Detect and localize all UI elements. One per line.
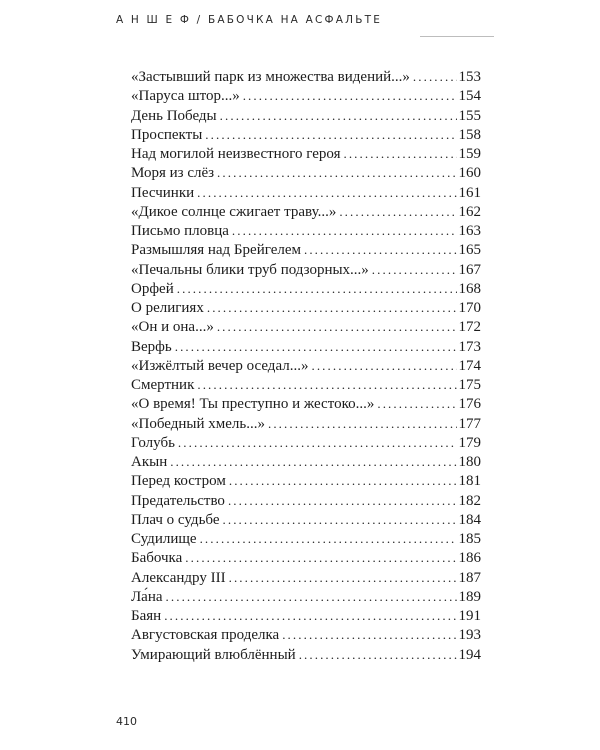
toc-dot-leader	[229, 471, 457, 490]
toc-entry	[131, 67, 481, 86]
toc-entry-title: Моря из слёз	[131, 165, 215, 182]
toc-entry-title: «Дикое солнце сжигает траву...»	[131, 203, 337, 220]
toc-entry-title: Августовская проделка	[131, 627, 280, 644]
toc-entry-page: 173	[458, 338, 481, 355]
toc-dot-leader	[339, 202, 456, 221]
toc-dot-leader	[243, 86, 457, 105]
running-head-rule	[420, 36, 494, 37]
toc-entry-page: 180	[458, 454, 481, 470]
toc-entry-page: 175	[458, 377, 481, 393]
toc-dot-leader	[197, 183, 456, 202]
toc-dot-leader	[311, 356, 456, 375]
toc-dot-leader	[372, 260, 457, 279]
toc-entry	[131, 125, 481, 144]
toc-entry	[131, 106, 481, 125]
toc-entry	[131, 606, 481, 625]
toc-entry-title: «Паруса штор...»	[131, 88, 240, 105]
toc-entry-page: 176	[458, 396, 481, 413]
toc-entry-title: Умирающий влюблённый	[131, 646, 296, 663]
toc-entry-page: 161	[458, 184, 481, 201]
toc-entry	[131, 568, 481, 587]
toc-entry	[131, 260, 481, 279]
toc-dot-leader	[217, 317, 457, 336]
toc-entry	[131, 163, 481, 182]
toc-entry-page: 187	[458, 569, 481, 586]
toc-entry-page: 189	[458, 588, 481, 605]
toc-entry-title: «Он и она...»	[131, 319, 214, 336]
toc-entry-title: Акын	[131, 454, 168, 470]
toc-entry-page: 168	[458, 280, 481, 297]
toc-entry	[131, 317, 481, 336]
toc-entry-page: 159	[458, 146, 481, 162]
toc-dot-leader	[343, 144, 456, 163]
toc-entry	[131, 433, 481, 452]
toc-entry	[131, 394, 481, 413]
toc-entry-page: 194	[458, 646, 481, 663]
toc-dot-leader	[304, 240, 457, 259]
page-number: 410	[116, 715, 137, 728]
toc-entry	[131, 625, 481, 644]
toc-entry-page: 185	[458, 531, 481, 547]
toc-entry	[131, 587, 481, 606]
toc-entry	[131, 491, 481, 510]
toc-entry-page: 158	[458, 126, 481, 143]
toc-dot-leader	[268, 414, 457, 433]
toc-entry-title: Проспекты	[131, 126, 203, 143]
toc-entry-page: 181	[458, 473, 481, 490]
toc-entry-title: Смертник	[131, 377, 195, 393]
toc-entry	[131, 240, 481, 259]
toc-dot-leader	[205, 125, 456, 144]
table-of-contents	[131, 67, 481, 664]
toc-entry-page: 174	[458, 357, 481, 374]
toc-entry-title: О религиях	[131, 300, 204, 316]
toc-dot-leader	[170, 452, 456, 471]
toc-dot-leader	[197, 375, 456, 394]
toc-entry	[131, 337, 481, 356]
toc-entry	[131, 510, 481, 529]
toc-entry-title: Ла́на	[131, 588, 163, 605]
toc-dot-leader	[185, 548, 456, 567]
toc-entry-page: 155	[458, 107, 481, 124]
toc-entry-page: 184	[458, 511, 481, 528]
toc-entry	[131, 414, 481, 433]
toc-dot-leader	[228, 491, 457, 510]
toc-entry-page: 153	[458, 69, 481, 85]
toc-entry	[131, 279, 481, 298]
toc-entry	[131, 356, 481, 375]
toc-entry-title: «Застывший парк из множества видений...»	[131, 69, 410, 85]
toc-entry-title: Предательство	[131, 492, 225, 509]
toc-entry	[131, 548, 481, 567]
toc-entry	[131, 202, 481, 221]
toc-dot-leader	[223, 510, 457, 529]
toc-entry	[131, 471, 481, 490]
toc-entry-page: 191	[458, 608, 481, 624]
toc-dot-leader	[299, 645, 457, 664]
toc-dot-leader	[178, 433, 457, 452]
toc-entry-title: Александру III	[131, 569, 226, 586]
toc-entry-title: Плач о судьбе	[131, 511, 220, 528]
toc-entry-page: 162	[458, 203, 481, 220]
toc-entry	[131, 529, 481, 548]
toc-entry-title: Размышляя над Брейгелем	[131, 242, 301, 259]
toc-entry-title: Над могилой неизвестного героя	[131, 146, 341, 162]
toc-dot-leader	[164, 606, 456, 625]
toc-entry-page: 154	[458, 88, 481, 105]
toc-entry-page: 182	[458, 492, 481, 509]
toc-entry-title: «Печальны блики труб подзорных...»	[131, 261, 369, 278]
toc-entry-page: 170	[458, 300, 481, 316]
toc-dot-leader	[413, 67, 457, 86]
toc-entry-title: Судилище	[131, 531, 197, 547]
toc-entry	[131, 375, 481, 394]
toc-dot-leader	[282, 625, 456, 644]
toc-dot-leader	[220, 106, 457, 125]
toc-entry-title: «О время! Ты преступно и жестоко...»	[131, 396, 375, 413]
running-head: А Н Ш Е Ф / БАБОЧКА НА АСФАЛЬТЕ	[116, 14, 383, 26]
toc-dot-leader	[232, 221, 457, 240]
toc-entry	[131, 183, 481, 202]
toc-entry-title: Голубь	[131, 434, 175, 451]
toc-entry-title: «Изжёлтый вечер оседал...»	[131, 357, 309, 374]
toc-entry-title: Письмо пловца	[131, 223, 229, 239]
toc-entry-title: Орфей	[131, 280, 174, 297]
toc-dot-leader	[207, 298, 457, 317]
toc-dot-leader	[200, 529, 457, 548]
toc-entry-page: 167	[458, 261, 481, 278]
toc-entry-title: Бабочка	[131, 550, 183, 567]
toc-dot-leader	[175, 337, 457, 356]
toc-entry-title: «Победный хмель...»	[131, 415, 265, 432]
toc-entry-page: 160	[458, 165, 481, 182]
toc-dot-leader	[177, 279, 457, 298]
toc-dot-leader	[229, 568, 457, 587]
toc-entry-page: 165	[458, 242, 481, 259]
toc-entry	[131, 221, 481, 240]
toc-entry	[131, 86, 481, 105]
toc-entry	[131, 144, 481, 163]
toc-dot-leader	[377, 394, 456, 413]
toc-entry-title: День Победы	[131, 107, 217, 124]
toc-entry	[131, 452, 481, 471]
toc-dot-leader	[217, 163, 456, 182]
toc-entry	[131, 645, 481, 664]
toc-entry-page: 177	[458, 415, 481, 432]
toc-entry-page: 193	[458, 627, 481, 644]
toc-entry-title: Перед костром	[131, 473, 226, 490]
toc-entry	[131, 298, 481, 317]
toc-entry-title: Песчинки	[131, 184, 195, 201]
toc-entry-page: 163	[458, 223, 481, 239]
toc-dot-leader	[166, 587, 457, 606]
toc-entry-page: 172	[458, 319, 481, 336]
toc-entry-page: 179	[458, 434, 481, 451]
toc-entry-title: Верфь	[131, 338, 172, 355]
toc-entry-title: Баян	[131, 608, 162, 624]
toc-entry-page: 186	[458, 550, 481, 567]
